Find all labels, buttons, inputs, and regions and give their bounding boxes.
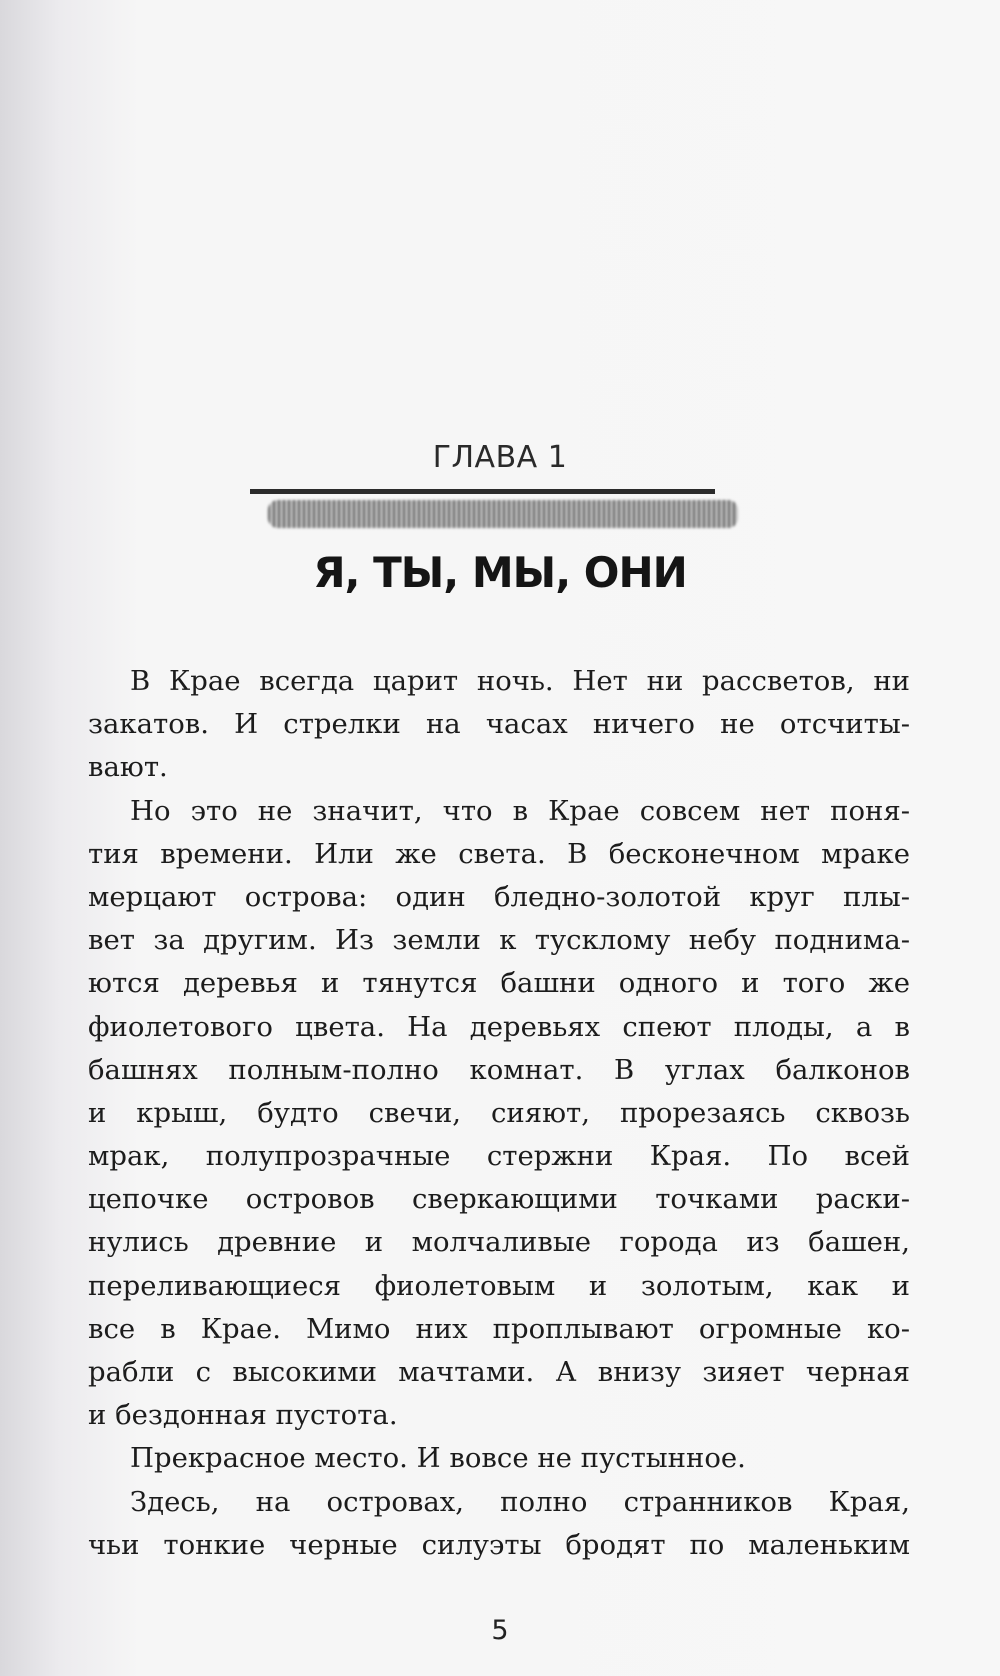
body-text xyxy=(88,660,910,1567)
text-line: Но это не значит, что в Крае совсем нет поня- xyxy=(130,794,910,827)
text-line: переливающиеся фиолетовым и золотым, как и xyxy=(88,1269,910,1302)
text-line: В Крае всегда царит ночь. Нет ни рассветов, ни xyxy=(130,665,910,697)
text-line: закатов. И стрелки на часах ничего не отсчиты- xyxy=(88,708,910,741)
text-line: фиолетового цвета. На деревьях спеют плоды, а в xyxy=(88,1010,910,1043)
text-line: мерцают острова: один бледно-золотой круг плы- xyxy=(88,880,910,913)
text-line: рабли с высокими мачтами. А внизу зияет черная xyxy=(88,1356,910,1388)
chapter-title: Я, ТЫ, МЫ, ОНИ xyxy=(313,548,687,597)
text-line: и бездонная пустота. xyxy=(88,1399,398,1432)
page-number: 5 xyxy=(491,1615,509,1646)
text-line: нулись древние и молчаливые города из башен, xyxy=(88,1226,910,1259)
text-line: чьи тонкие черные силуэты бродят по маленьким xyxy=(88,1528,910,1561)
chapter-divider xyxy=(250,489,715,494)
text-line: тия времени. Или же света. В бесконечном мраке xyxy=(88,837,910,870)
text-line: мрак, полупрозрачные стержни Края. По всей xyxy=(88,1140,910,1173)
decorative-hatch-bar xyxy=(268,500,738,528)
text-line: ются деревья и тянутся башни одного и того же xyxy=(88,967,910,1000)
text-line: Здесь, на островах, полно странников Края, xyxy=(130,1485,910,1518)
chapter-label: ГЛАВА 1 xyxy=(432,440,568,475)
text-line: Прекрасное место. И вовсе не пустынное. xyxy=(130,1442,746,1475)
text-line: все в Крае. Мимо них проплывают огромные ко- xyxy=(88,1312,910,1345)
text-line: цепочке островов сверкающими точками раски- xyxy=(88,1183,910,1216)
text-line: вет за другим. Из земли к тусклому небу поднима- xyxy=(88,924,910,957)
text-line: и крыш, будто свечи, сияют, прорезаясь сквозь xyxy=(88,1096,910,1129)
text-line: башнях полным-полно комнат. В углах балконов xyxy=(88,1053,910,1086)
text-line: вают. xyxy=(88,751,168,784)
